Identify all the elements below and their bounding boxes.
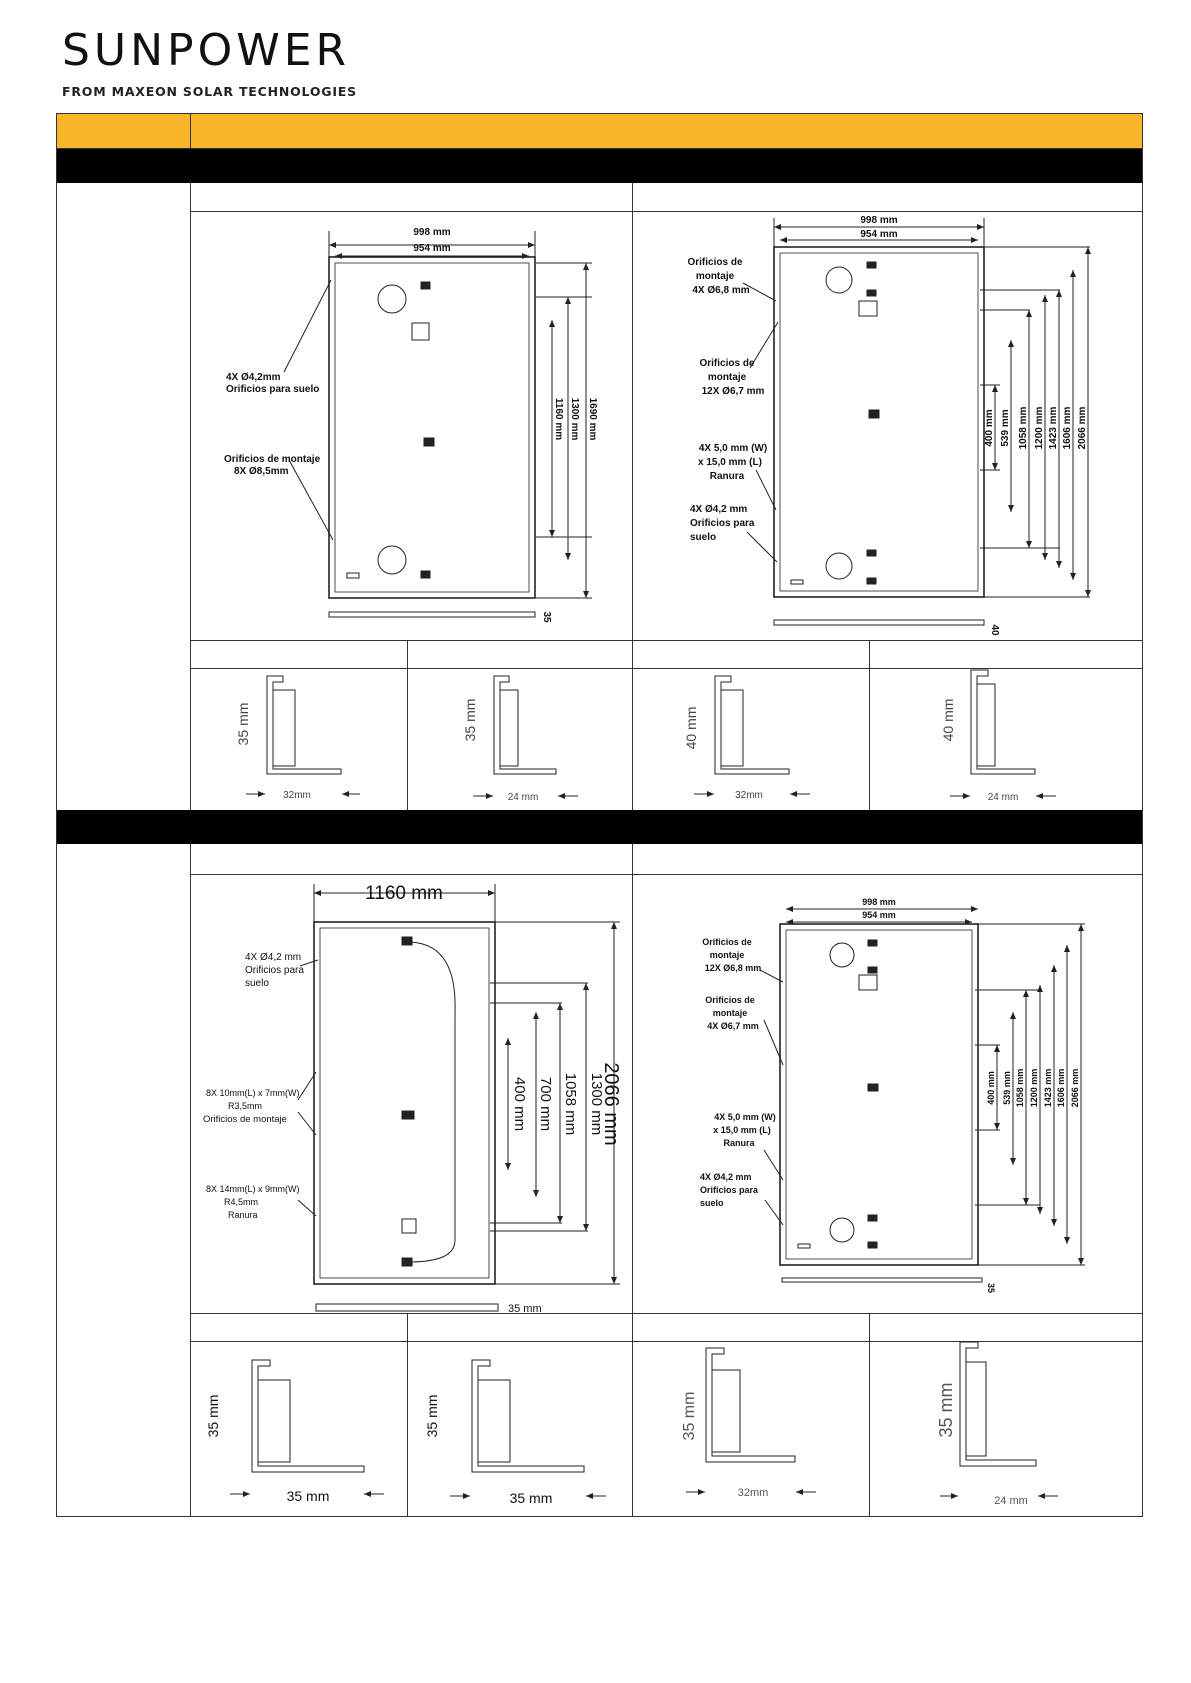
dim-thickness: 40 xyxy=(989,624,1000,636)
profile-6-width: 35 mm xyxy=(509,1490,553,1506)
dim-1160: 1160 mm xyxy=(553,397,564,441)
profile-1-height: 35 mm xyxy=(235,702,251,746)
note-mount-holes: Orificios de xyxy=(687,257,743,268)
dim-thickness: 35 xyxy=(541,611,552,623)
dim-1058: 1058 mm xyxy=(1015,1068,1025,1108)
dim-1606: 1606 mm xyxy=(1062,406,1073,450)
dim-1200: 1200 mm xyxy=(1034,406,1045,450)
dim-1423: 1423 mm xyxy=(1048,406,1059,450)
dim-1058: 1058 mm xyxy=(1018,406,1029,450)
dim-1300: 1300 mm xyxy=(588,1072,605,1136)
note-slot-size: x 15,0 mm (L) xyxy=(713,1125,771,1135)
dim-2066: 2066 mm xyxy=(600,1062,622,1146)
profile-5-width: 35 mm xyxy=(286,1488,330,1504)
module-drawing-1 xyxy=(284,231,592,617)
frame-profile-2 xyxy=(494,676,556,774)
brand-tagline: FROM MAXEON SOLAR TECHNOLOGIES xyxy=(62,84,357,99)
note-ground-holes: 4X Ø4,2 mm xyxy=(700,1172,752,1182)
profile-8-height: 35 mm xyxy=(936,1382,956,1438)
note-mount-holes: Orificios de xyxy=(702,937,752,947)
dim-2066: 2066 mm xyxy=(1070,1068,1080,1108)
profile-8-width: 24 mm xyxy=(994,1495,1028,1507)
note-ground-holes-label: Orificios para xyxy=(700,1185,759,1195)
note-ground-holes: 4X Ø4,2 mm xyxy=(245,952,302,963)
note-ground-holes: 4X Ø4,2mm xyxy=(226,372,281,383)
profile-4-height: 40 mm xyxy=(940,698,956,742)
note-mount-holes-2-label: montaje xyxy=(712,1008,748,1018)
note-mount-holes-2: Orificios de xyxy=(699,358,755,369)
note-mount-holes: Orificios de montaje xyxy=(224,454,321,465)
dim-width-outer: 998 mm xyxy=(860,215,898,226)
dim-400: 400 mm xyxy=(984,409,995,447)
dim-539: 539 mm xyxy=(1000,409,1011,447)
note-ground-holes-label-2: suelo xyxy=(245,978,269,989)
panel-frame xyxy=(329,257,535,598)
dim-400: 400 mm xyxy=(986,1071,996,1105)
note-ground-holes-label: Orificios para xyxy=(690,518,755,529)
note-slot-radius: R4,5mm xyxy=(224,1197,259,1207)
dim-400: 400 mm xyxy=(511,1076,528,1132)
note-mount-holes-count: 8X Ø8,5mm xyxy=(234,466,289,477)
note-ground-holes-label: Orificios para xyxy=(245,965,304,976)
profile-2-height: 35 mm xyxy=(462,698,478,742)
note-mount-holes-count: 4X Ø6,8 mm xyxy=(692,285,750,296)
note-mount-slot-radius: R3,5mm xyxy=(228,1101,263,1111)
profile-5-height: 35 mm xyxy=(205,1394,221,1438)
dim-width-inner: 954 mm xyxy=(862,910,896,920)
dim-1690: 1690 mm xyxy=(587,397,598,441)
dim-1058: 1058 mm xyxy=(562,1072,579,1136)
dim-width-outer: 998 mm xyxy=(862,897,896,907)
dim-2066: 2066 mm xyxy=(1077,406,1088,450)
dim-width-inner: 954 mm xyxy=(860,229,898,240)
frame-profile-6 xyxy=(472,1360,584,1472)
profile-3-width: 32mm xyxy=(735,790,763,801)
frame-profile-1 xyxy=(267,676,341,774)
note-mount-holes-2-count: 4X Ø6,7 mm xyxy=(707,1021,759,1031)
profile-3-height: 40 mm xyxy=(683,706,699,750)
side-profile xyxy=(329,612,535,617)
dim-width: 1160 mm xyxy=(365,883,443,904)
note-mount-holes-2: Orificios de xyxy=(705,995,755,1005)
frame-profile-3 xyxy=(715,676,789,774)
note-slot-label: Ranura xyxy=(709,471,745,482)
dim-width-outer: 998 mm xyxy=(413,227,451,238)
profile-7-width: 32mm xyxy=(737,1487,769,1499)
dim-700: 700 mm xyxy=(537,1076,554,1132)
profile-4-width: 24 mm xyxy=(987,792,1019,803)
note-mount-holes-count: 12X Ø6,8 mm xyxy=(704,963,762,973)
note-mount-holes-label: montaje xyxy=(709,950,745,960)
dim-1606: 1606 mm xyxy=(1056,1068,1066,1108)
dim-width-inner: 954 mm xyxy=(413,243,451,254)
note-slot-label: Ranura xyxy=(723,1138,755,1148)
note-ground-holes-label-2: suelo xyxy=(700,1198,724,1208)
note-mount-holes-label: montaje xyxy=(695,271,735,282)
note-mount-slot: 8X 10mm(L) x 7mm(W) xyxy=(206,1088,300,1098)
panel-inner xyxy=(335,263,529,592)
note-slot-label: Ranura xyxy=(228,1210,258,1220)
note-ground-holes-label-2: suelo xyxy=(690,532,717,543)
note-mount-holes-2-label: montaje xyxy=(707,372,747,383)
profile-6-height: 35 mm xyxy=(424,1394,440,1438)
note-slot-size: x 15,0 mm (L) xyxy=(698,457,762,468)
junction-cable-icon xyxy=(378,285,406,313)
profile-2-width: 24 mm xyxy=(507,792,539,803)
frame-profile-8 xyxy=(960,1342,1036,1466)
frame-profile-4 xyxy=(971,670,1035,774)
dim-1200: 1200 mm xyxy=(1029,1068,1039,1108)
dim-thickness: 35 xyxy=(986,1282,996,1294)
dim-539: 539 mm xyxy=(1002,1071,1012,1105)
note-slot: 4X 5,0 mm (W) xyxy=(714,1112,776,1122)
note-ground-holes-label: Orificios para suelo xyxy=(226,384,320,395)
note-ground-holes: 4X Ø4,2 mm xyxy=(690,504,748,515)
brand-name: SUNPOWER xyxy=(62,25,351,76)
profile-7-height: 35 mm xyxy=(681,1391,698,1441)
note-mount-holes-2-count: 12X Ø6,7 mm xyxy=(701,386,765,397)
note-mount-slot-label: Orificios de montaje xyxy=(203,1114,287,1125)
frame-profile-7 xyxy=(706,1348,795,1462)
dim-thickness: 35 mm xyxy=(508,1303,542,1315)
dim-1300: 1300 mm xyxy=(569,397,580,441)
dim-1423: 1423 mm xyxy=(1043,1068,1053,1108)
profile-1-width: 32mm xyxy=(283,790,311,801)
frame-profile-5 xyxy=(252,1360,364,1472)
note-slot: 4X 5,0 mm (W) xyxy=(698,443,768,454)
note-slot: 8X 14mm(L) x 9mm(W) xyxy=(206,1184,300,1194)
